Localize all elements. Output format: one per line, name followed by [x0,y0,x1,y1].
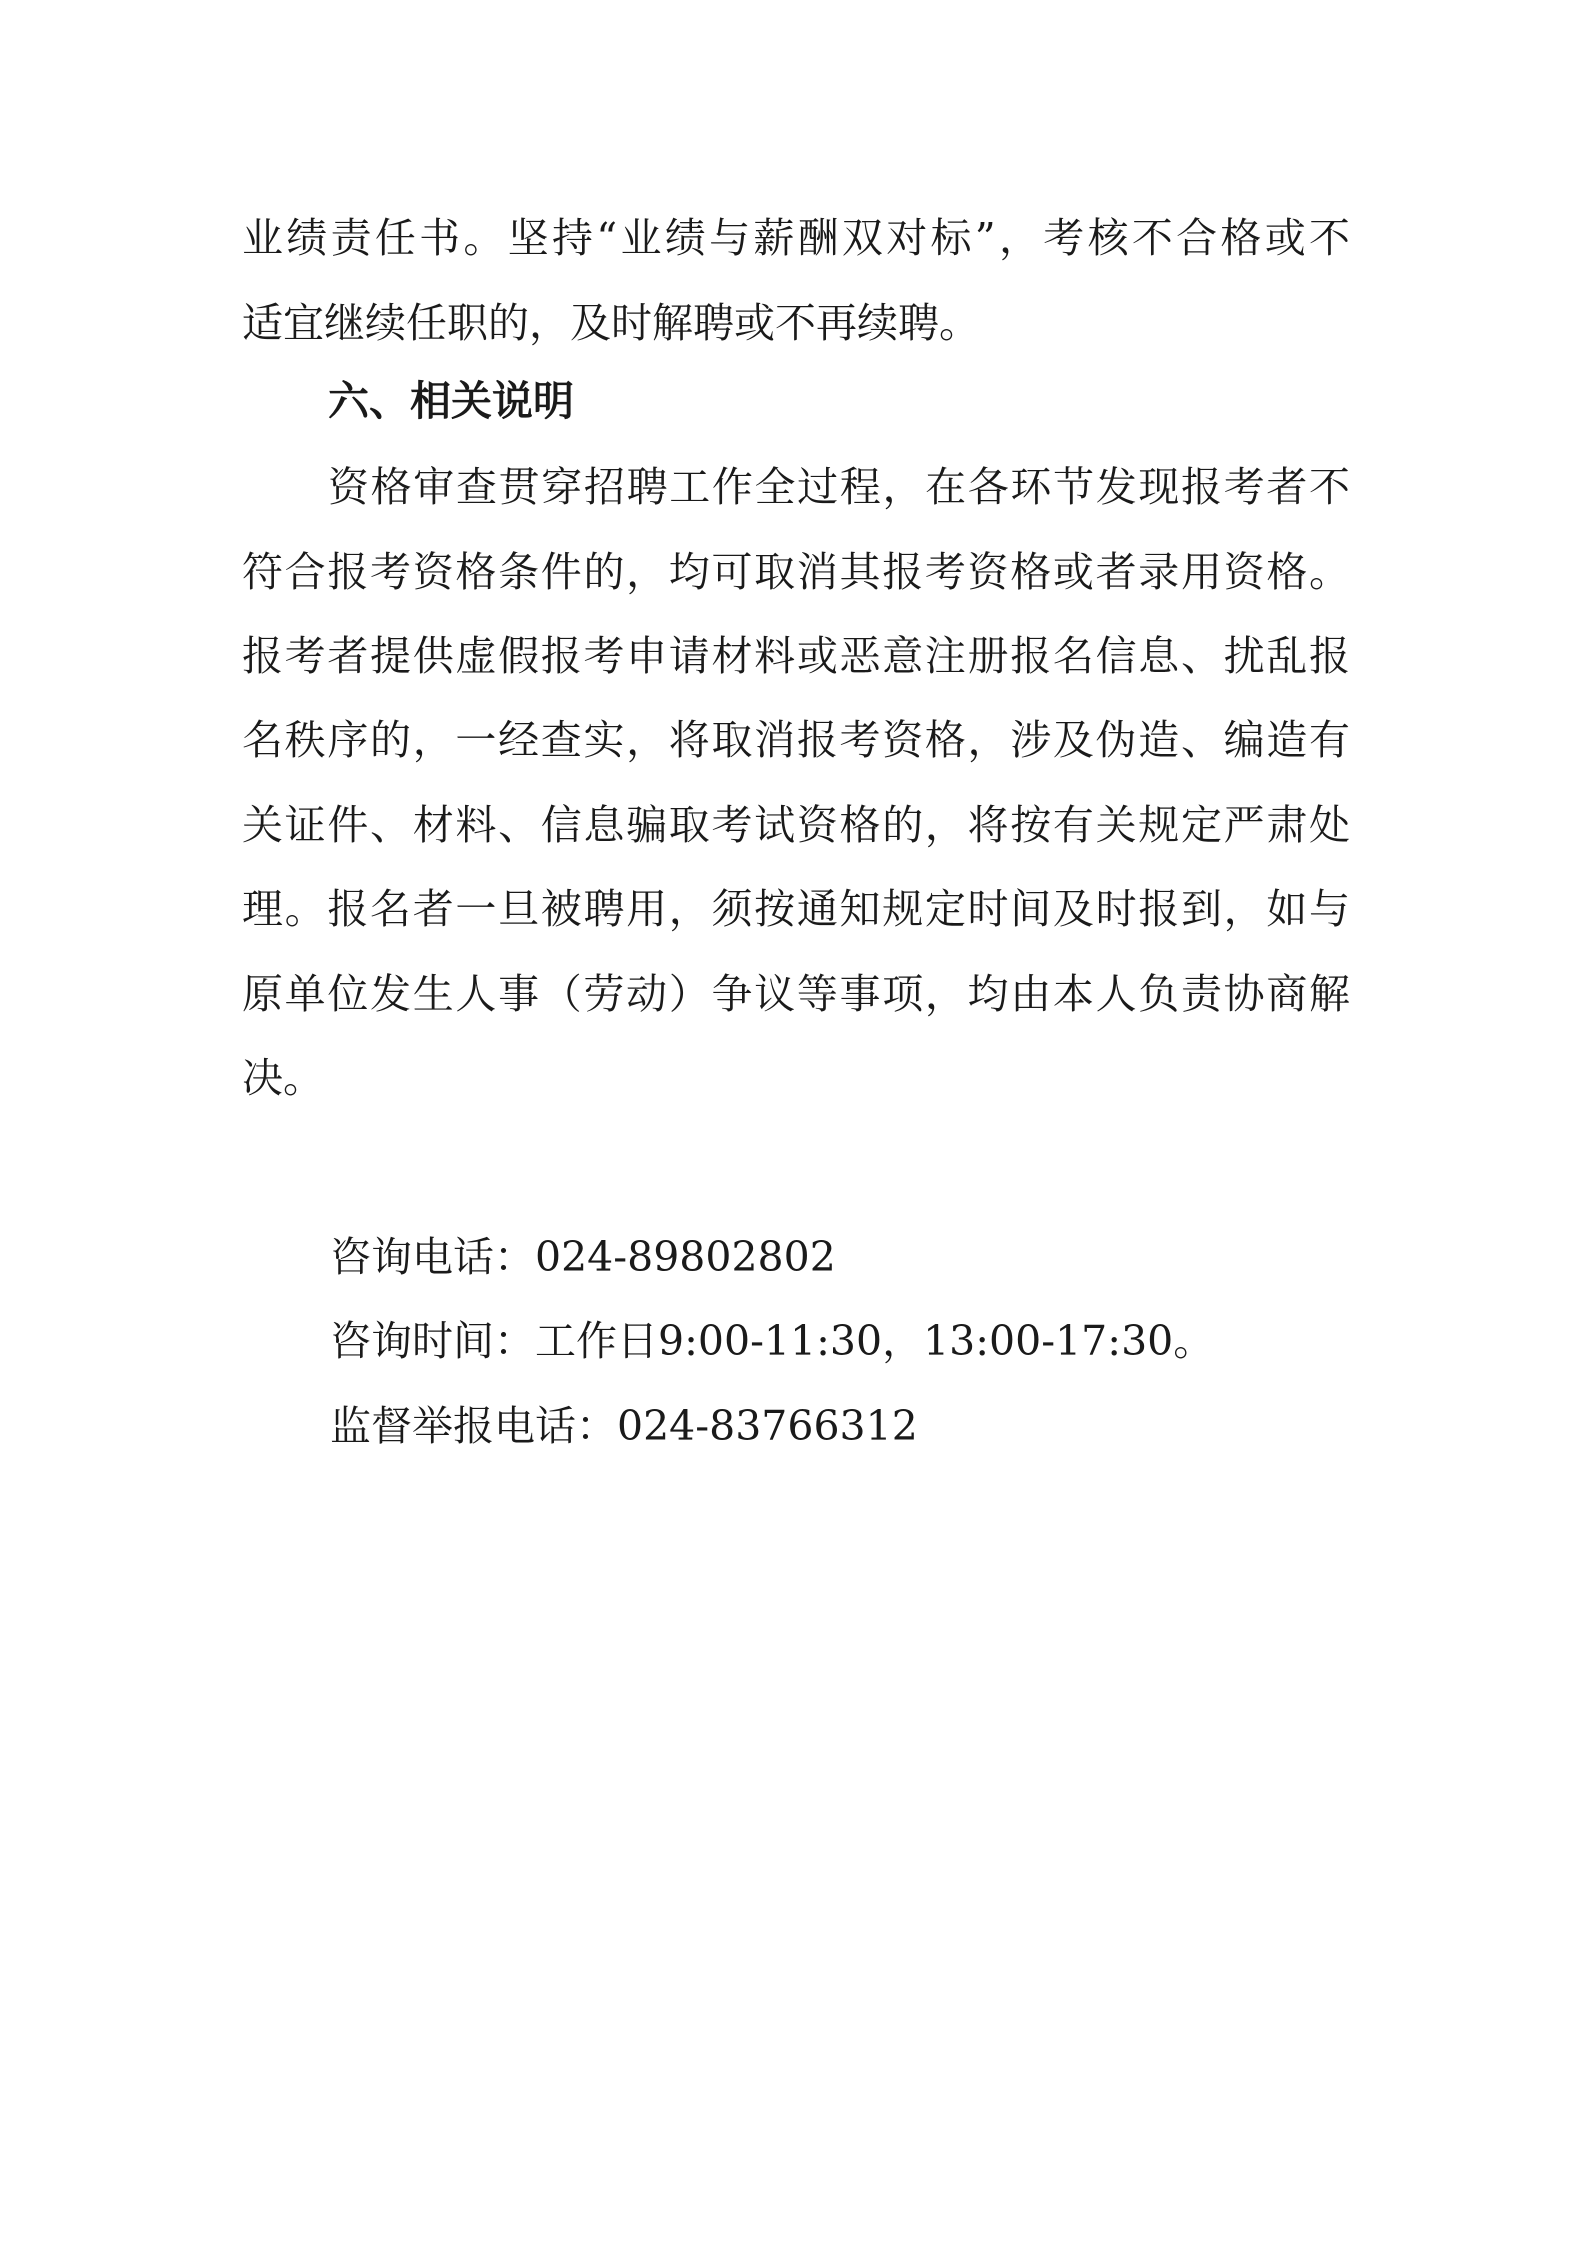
consult-phone: 咨询电话：024-89802802 [330,1233,836,1281]
section-6-line-5: 关证件、材料、信息骗取考试资格的，将按有关规定严肃处 [242,801,1350,849]
paragraph-1-line-1: 业绩责任书。坚持“业绩与薪酬双对标”，考核不合格或不 [242,214,1350,262]
section-6-line-6: 理。报名者一旦被聘用，须按通知规定时间及时报到，如与 [242,885,1350,933]
section-6-line-8: 决。 [242,1054,324,1102]
paragraph-1-line-2: 适宜继续任职的，及时解聘或不再续聘。 [242,299,980,347]
consult-hours: 咨询时间：工作日9:00-11:30，13:00-17:30。 [330,1317,1215,1365]
section-6-line-1: 资格审查贯穿招聘工作全过程，在各环节发现报考者不 [328,463,1350,511]
section-6-line-3: 报考者提供虚假报考申请材料或恶意注册报名信息、扰乱报 [242,632,1350,680]
report-phone: 监督举报电话：024-83766312 [330,1402,918,1450]
section-6-line-7: 原单位发生人事（劳动）争议等事项，均由本人负责协商解 [242,970,1350,1018]
section-6-line-2: 符合报考资格条件的，均可取消其报考资格或者录用资格。 [242,548,1350,596]
section-6-heading: 六、相关说明 [328,377,574,425]
section-6-line-4: 名秩序的，一经查实，将取消报考资格，涉及伪造、编造有 [242,716,1350,764]
